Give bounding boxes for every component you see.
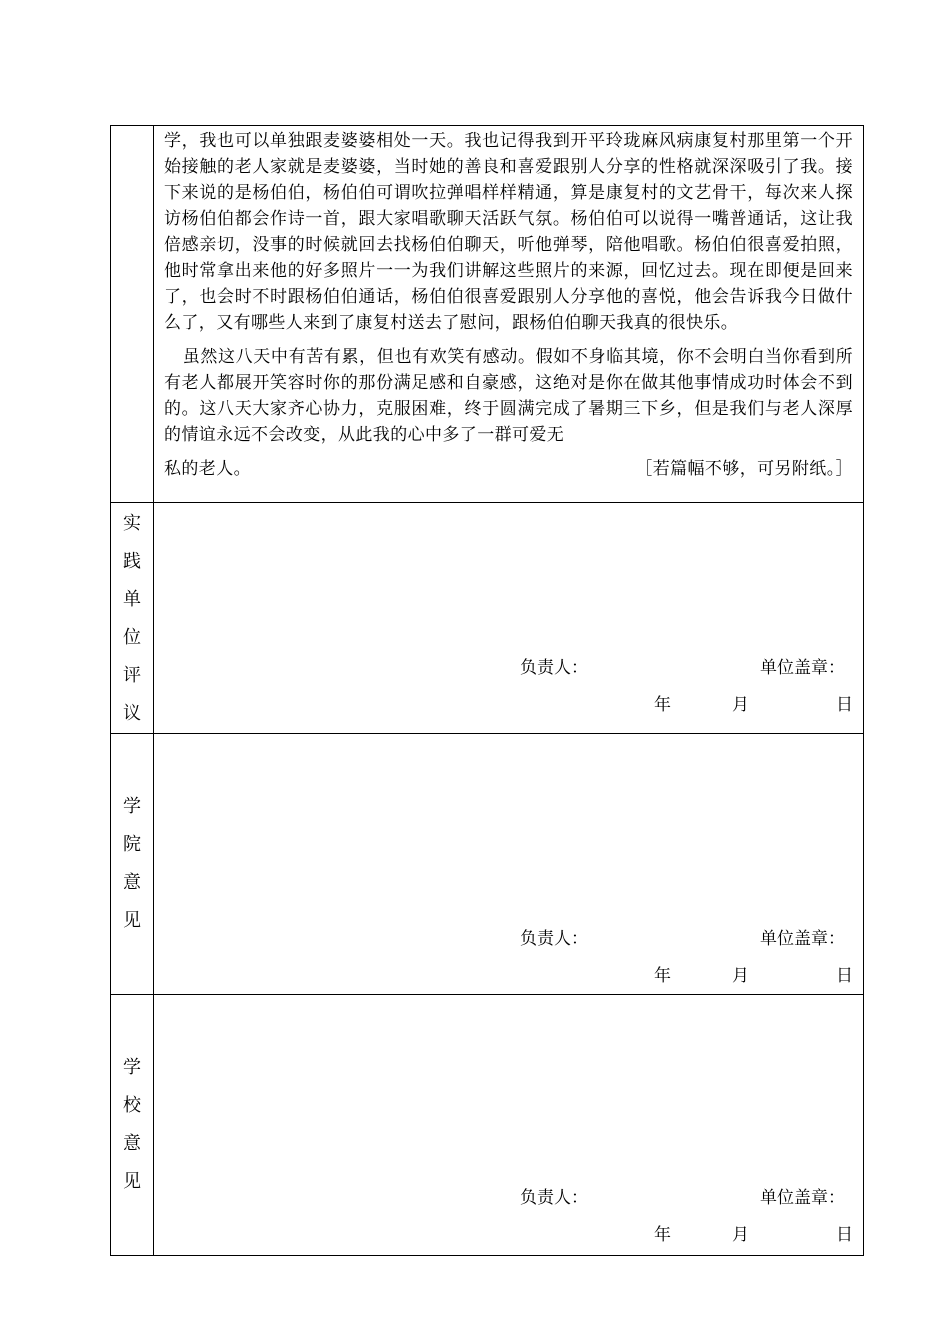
college-opinion-label xyxy=(111,734,153,940)
college-opinion-field[interactable] xyxy=(154,734,864,995)
label-char: 意 xyxy=(123,872,141,893)
month-label: 月 xyxy=(732,966,749,986)
year-label: 年 xyxy=(654,695,671,715)
label-char: 院 xyxy=(123,834,141,855)
school-opinion-field[interactable] xyxy=(154,995,864,1256)
practice-label-cell xyxy=(111,503,154,734)
report-text-row xyxy=(111,126,864,503)
label-char: 位 xyxy=(123,627,141,648)
report-text-cell xyxy=(154,126,864,503)
responsible-person-label: 负责人： xyxy=(520,658,588,678)
report-label-cell xyxy=(111,126,154,503)
report-paragraph-2-end-line xyxy=(164,456,853,482)
unit-seal-label: 单位盖章： xyxy=(760,929,845,949)
report-form-table xyxy=(110,125,864,1256)
unit-seal-label: 单位盖章： xyxy=(760,1188,845,1208)
label-char: 评 xyxy=(123,665,141,686)
practice-evaluation-field[interactable] xyxy=(154,503,864,734)
day-label: 日 xyxy=(836,1225,853,1245)
label-char: 践 xyxy=(123,551,141,572)
report-paragraph-1: 学，我也可以单独跟麦婆婆相处一天。我也记得我到开平玲珑麻风病康复村那里第一个开始接触的老人家就是麦婆婆，当时她的善良和喜爱跟别人分享的性格就深深吸引了我。接下来说的是杨伯伯，杨伯伯可谓吹拉弹唱样样精通，算是康复村的文艺骨干，每次来人探访杨伯伯都会作诗一首，跟大家唱歌聊天活跃气氛。杨伯伯可以说得一嘴普通话，这让我倍感亲切，没事的时候就回去找杨伯伯聊天，听他弹琴，陪他唱歌。杨伯伯很喜爱拍照，他时常拿出来他的好多照片一一为我们讲解这些照片的来源，回忆过去。现在即便是回来了，也会时不时跟杨伯伯通话，杨伯伯很喜爱跟别人分享他的喜悦，他会告诉我今日做什么了，又有哪些人来到了康复村送去了慰问，跟杨伯伯聊天我真的很快乐。 xyxy=(164,131,853,333)
college-opinion-row xyxy=(111,734,864,995)
label-char: 单 xyxy=(123,589,141,610)
month-label: 月 xyxy=(732,695,749,715)
school-opinion-row xyxy=(111,995,864,1256)
label-char: 议 xyxy=(123,703,141,724)
unit-seal-label: 单位盖章： xyxy=(760,658,845,678)
report-paragraph-2 xyxy=(164,344,853,448)
responsible-person-label: 负责人： xyxy=(520,1188,588,1208)
responsible-person-label: 负责人： xyxy=(520,929,588,949)
label-char: 校 xyxy=(123,1095,141,1116)
label-char: 意 xyxy=(123,1133,141,1154)
label-char: 见 xyxy=(123,1171,141,1192)
attachment-note: ［若篇幅不够，可另附纸。］ xyxy=(635,459,853,479)
year-label: 年 xyxy=(654,966,671,986)
school-opinion-label xyxy=(111,995,153,1201)
report-paragraph-2-end: 私的老人。 xyxy=(164,459,251,479)
day-label: 日 xyxy=(836,966,853,986)
day-label: 日 xyxy=(836,695,853,715)
report-paragraph-2-text: 虽然这八天中有苦有累，但也有欢笑有感动。假如不身临其境，你不会明白当你看到所有老人都展开笑容时你的那份满足感和自豪感，这绝对是你在做其他事情成功时体会不到的。这八天大家齐心协力，克服困难，终于圆满完成了暑期三下乡，但是我们与老人深厚的情谊永远不会改变，从此我的心中多了一群可爱无 xyxy=(164,347,853,445)
label-char: 学 xyxy=(123,796,141,817)
label-char: 见 xyxy=(123,910,141,931)
month-label: 月 xyxy=(732,1225,749,1245)
label-char: 学 xyxy=(123,1057,141,1078)
year-label: 年 xyxy=(654,1225,671,1245)
college-label-cell xyxy=(111,734,154,995)
practice-evaluation-row xyxy=(111,503,864,734)
school-label-cell xyxy=(111,995,154,1256)
practice-evaluation-label xyxy=(111,503,153,733)
label-char: 实 xyxy=(123,513,141,534)
